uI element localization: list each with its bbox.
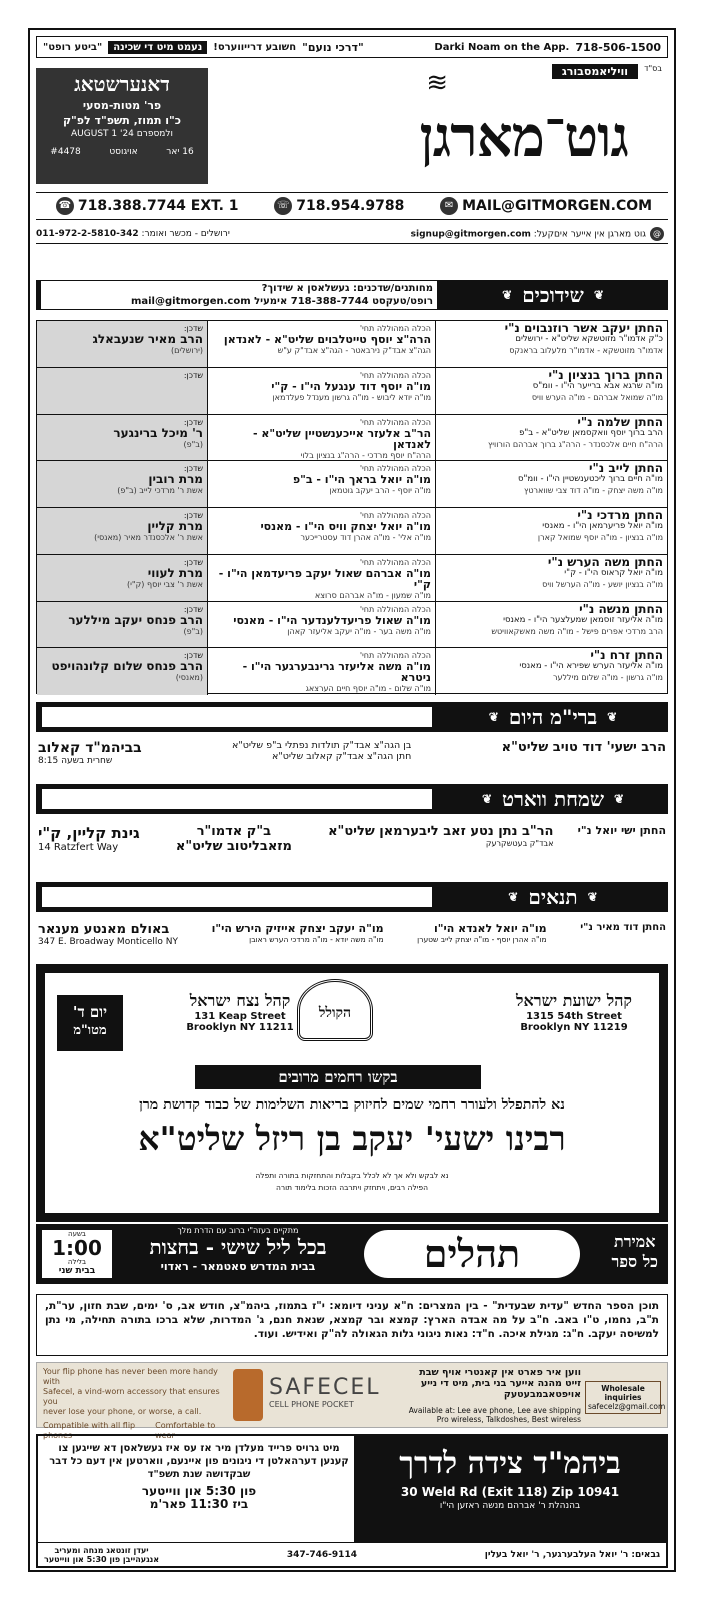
simcha-venue-group — [38, 824, 140, 853]
groom-cell — [435, 415, 667, 461]
email-group — [436, 197, 652, 215]
safecel-yiddish — [351, 1367, 581, 1424]
ornament-icon: ❦ — [587, 890, 598, 904]
wholesale-email[interactable]: safecelz@gmail.com — [588, 1402, 666, 1411]
shidduch-row — [37, 602, 667, 649]
tanaim-father-sub: מו"ה אהרן יוסף - מו"ה יצחק לייב שטערן — [417, 935, 547, 944]
prayer-banner: בקשו רחמים מרובים — [195, 1065, 481, 1089]
israel-phone[interactable]: 011-972-2-5810-342 — [36, 228, 139, 239]
time-top: בשעה — [68, 1230, 86, 1238]
brim-venue-group — [38, 740, 142, 766]
ornament-icon: ❦ — [481, 792, 492, 806]
phone2[interactable]: 718.954.9788 — [296, 198, 405, 214]
tehillim-main: בכל ליל שישי - בחצות — [149, 1235, 327, 1259]
phone1-group — [52, 197, 239, 215]
left-shul-name: קהל נצח ישראל — [189, 991, 291, 1010]
tanaim-venue: באולם מאנטע מענאר — [38, 922, 170, 937]
groom-father: מו"ה אליעזר זוסמאן שמעלצער הי"ו - מאנסי — [503, 614, 663, 625]
groom-name: החתן משה הערש נ"י — [547, 554, 663, 569]
groom-father: מו"ה חיים ברוך ליכטענשטיין הי"ו - וומ"ס — [517, 474, 663, 485]
shidduchim-info-box — [40, 280, 438, 310]
safecel-avail2: Pro wireless, Talkdoshes, Best wireless — [436, 1415, 581, 1424]
phone1[interactable]: 718.388.7744 EXT. 1 — [77, 198, 239, 214]
shidduch-row — [37, 368, 667, 415]
simcha-father: הר"ב נתן נטע זאב ליבערמאן שליט"א — [328, 824, 554, 839]
beis-medrash-title-box — [354, 1436, 666, 1542]
prayer-fine2: הפילה רבים, ויתחזק ויתרבה הזכות בלימוד תורה — [276, 1183, 428, 1192]
shidduch-row — [37, 461, 667, 508]
tehillim-sub: בבית המדרש סאטמאר - ראדוי — [160, 1260, 316, 1273]
kollel-ad-inner — [45, 973, 659, 1213]
shadchan-cell — [37, 648, 207, 695]
groom-father: מו"ה אליעזר הערש שפירא הי"ו - מאנסי — [519, 661, 663, 672]
signup-icon: @ — [650, 227, 664, 241]
simcha-header — [36, 784, 668, 814]
bride-label: הכלה המהוללה תחי' — [359, 511, 431, 520]
tanaim-inlaw-sub: מו"ה משה יודא - מו"ה מרדכי הערש ראובן — [249, 935, 384, 944]
weekday: דאנערשטאג — [74, 72, 170, 96]
shadchan-cell — [37, 602, 207, 648]
masthead — [36, 64, 668, 188]
shidduchim-title: שידוכים — [522, 282, 584, 307]
beis-medrash-body: מיט גרויס פרייד מעלדן מיר אז עס איז געשלאסן דא שייגען צו קענען דערהאלטן די ניגונים פון איינעם, ווארטען אין דעם כל דבר שבקדושה שנת תשפ"ד — [49, 1443, 349, 1480]
shadchan-label: שדכן: — [183, 417, 203, 427]
tanaim-row — [36, 918, 668, 958]
brim-fill — [36, 702, 438, 732]
shadchan-label: שדכן: — [183, 324, 203, 333]
issue-row — [36, 147, 208, 157]
bride-grandparents: מו"ה שמעון - מו"ה אברהם סרוצא — [314, 590, 431, 600]
bride-father: מו"ה אברהם שאול יעקב פריעדמאן הי"ו - ק"י — [218, 566, 431, 591]
footer-mid-group — [44, 1546, 159, 1564]
groom-grandparents: אדמו"ר מזוטשקא - אדמו"ר מלעלוב בראנקס — [509, 346, 663, 355]
promo-left — [434, 41, 661, 54]
brim-time: שחרית בשעה 8:15 — [38, 756, 113, 766]
groom-grandparents: הרה"ח חיים אלכסנדר - הרה"ג ברוך אברהם הורוויץ — [487, 439, 663, 449]
brim-title-box — [438, 702, 668, 732]
right-shul-name: קהל ישועת ישראל — [516, 991, 632, 1010]
promo-boxed: נעמט מיט די שכינה — [108, 41, 207, 54]
kollel-logo-text: הקולל — [318, 1005, 352, 1021]
book-note: תוכן הספר החדש "עדית שבעדית" - בין המצרים: ח"א עניני דיומא: י"ז בתמוז, ביהמ"צ, חודש אב, ס' ימים, שבת חזון, ער"ת, ת"ב, נחמו, ט"ו באב. ח"ב על מה אבדה הארץ: קמצא ובר קמצא, שנאת חנם, ג' המדרות, שלא ברכו בתורה תחילה, מי נתן למשיסה יעקב. ח"ג: מגילת איכה. ח"ד: נאות ניגוני גלות הגאולה לה"ק ואידיש. ועוד. — [36, 1294, 668, 1356]
safecel-yid2: זייט מהנה אייער בני בית, מיט די נייע אויפטאבמבעטעק — [420, 1378, 581, 1400]
shidduch-row — [37, 555, 667, 602]
brim-header — [36, 702, 668, 732]
simcha-fill — [36, 784, 438, 814]
ornament-icon: ❦ — [607, 710, 618, 724]
left-shul-addr1: 131 Keap Street — [194, 1011, 286, 1022]
tanaim-title-box — [438, 882, 668, 912]
edition-tag: וויליאמסבורג — [552, 64, 638, 79]
promo-app-text: Darki Noam on the App. — [434, 41, 570, 53]
prayer-line1: נא להתפלל ולעורר רחמי שמים לחיזוק בריאות השלימות של כבוד קדושת מרן — [139, 1097, 565, 1113]
info-email[interactable]: mail@gitmorgen.com — [130, 296, 251, 307]
english-date: AUGUST 1 '24 ולמספרם — [71, 129, 173, 139]
bride-grandparents: מו"ה יודא ליבוש - מו"ה גרשון מענדל פעלדמאן — [272, 392, 431, 402]
promo-right — [43, 41, 364, 54]
simcha-venue: גינת קליין, ק"י — [38, 824, 140, 842]
groom-name: החתן שלמה נ"י — [577, 414, 663, 429]
paper-title: גוט־מארגן — [419, 104, 628, 170]
tehillim-pre: מתקיים בעזה"י ברוב עם הדרת מלך — [177, 1226, 299, 1235]
right-shul — [499, 991, 649, 1033]
tanaim-address: 347 E. Broadway Monticello NY — [38, 937, 179, 947]
groom-grandparents: מו"ה משה יצחק - מו"ה דוד צבי שווארטץ — [524, 486, 663, 496]
shadchan-cell — [37, 321, 207, 367]
groom-father: מו"ה יואל קראוס הי"ו - ק"י — [564, 567, 663, 578]
promo-bar — [36, 36, 668, 58]
tehillim-time: 1:00 — [52, 1236, 102, 1260]
tehillim-right1: אמירת — [613, 1232, 656, 1251]
shadchan-cell — [37, 461, 207, 507]
bride-label: הכלה המהוללה תחי' — [359, 604, 431, 614]
promo-right-label: "דרכי נועם" — [302, 40, 364, 54]
groom-cell — [435, 648, 667, 695]
safecel-feat1: Compatible with all flip phones — [43, 1421, 136, 1440]
shadchan-name: הרב מאיר שנעבאלג — [92, 332, 203, 346]
shadchan-label: שדכן: — [183, 557, 203, 567]
tehillim-time-box — [42, 1230, 112, 1278]
right-shul-addr1: 1315 54th Street — [526, 1011, 622, 1022]
shadchan-label: שדכן: — [183, 604, 203, 614]
shadchan-cell — [37, 555, 207, 601]
shidduch-row — [37, 321, 667, 368]
shadchan-label: שדכן: — [183, 464, 203, 474]
safecel-yid1: ווען איר פארט אין קאנטרי אויף שבת — [419, 1367, 581, 1378]
bride-father: מו"ה יואל יצחק וויס הי"ו - מאנסי — [260, 520, 431, 533]
newspaper-page — [28, 28, 676, 1572]
tehillim-right-label — [611, 1232, 658, 1272]
mail-icon: ✉ — [440, 197, 458, 215]
tehillim-bar — [36, 1224, 668, 1284]
shadchan-location: (מאנסי) — [175, 673, 203, 683]
israel-group — [36, 229, 230, 239]
tanaim-fill — [36, 882, 438, 912]
groom-father: מו"ה שרגא אבא ברייער הי"ו - וומ"ס — [532, 380, 663, 391]
safecel-feat2: Comfortable to wear — [155, 1421, 216, 1440]
safecel-brand: SAFECEL — [269, 1375, 381, 1400]
ornament-icon: ❦ — [488, 710, 499, 724]
bride-label: הכלה המהוללה תחי' — [359, 651, 431, 661]
wholesale-box — [585, 1381, 666, 1414]
masthead-tag: בס"ד — [644, 64, 662, 73]
signup-label: גוט מארגן אין אייער איםקעל: — [533, 229, 646, 239]
bride-grandparents: מו"ה אלי' - מו"ה אהרן דוד עסטרייכער — [300, 533, 431, 542]
signup-email[interactable]: signup@gitmorgen.com — [410, 229, 531, 239]
groom-name: החתן זרח נ"י — [590, 648, 663, 663]
day-label1: יום ד' — [72, 1003, 108, 1021]
ornament-icon: ❦ — [508, 890, 519, 904]
time-sub: בבית שני — [58, 1266, 96, 1276]
brim-parents — [232, 740, 411, 762]
shidduchim-table — [36, 320, 668, 694]
brim-father: בן הגה"צ אבד"ק תולדות נפתלי ב"פ שליט"א — [231, 740, 412, 751]
subcontact-bar — [36, 224, 668, 244]
beis-medrash-sub: בהנהלת ר' אברהם מנשה ראזען הי"ו — [439, 1501, 581, 1511]
brim-inlaw: חתן הגה"צ אבד"ק קאלוב שליט"א — [272, 751, 412, 762]
left-shul — [165, 991, 315, 1033]
bride-father: מו"ה שאול פריעדלענדער הי"ו - מאנסי — [233, 613, 431, 627]
simcha-inlaw: ב"ק אדמו"ר מזאבליטוב שליט"א — [175, 824, 292, 854]
bride-father: מו"ה יוסף דוד ענגעל הי"ו - ק"י — [271, 379, 431, 393]
simcha-title-box — [438, 784, 668, 814]
shadchan-cell — [37, 368, 207, 414]
bride-father: מו"ה יואל בראך הי"ו - ב"פ — [292, 473, 431, 487]
parsha: פר' מטות-מסעי — [82, 99, 162, 112]
groom-cell — [435, 508, 667, 554]
brim-venue: בביהמ"ד קאלוב — [38, 740, 142, 756]
info-line2: רופט/טעקסט 718-388-7744 אימעיל — [254, 296, 433, 307]
bride-cell — [207, 321, 435, 367]
groom-name: החתן יעקב אשר רוזנבוים נ"י — [504, 321, 663, 335]
wholesale-label: Wholesale inquiries — [601, 1384, 645, 1402]
simcha-father-group — [328, 824, 553, 848]
phone2-group — [270, 197, 404, 215]
bride-cell — [207, 461, 435, 507]
shidduch-row — [37, 648, 667, 695]
shadchan-location: (ב"פ) — [183, 439, 203, 449]
bride-cell — [207, 368, 435, 414]
tanaim-venue-group — [38, 922, 178, 947]
safecel-english — [43, 1367, 223, 1441]
groom-name: החתן מנשה נ"י — [579, 601, 663, 616]
groom-cell — [435, 368, 667, 414]
bride-label: הכלה המהוללה תחי' — [359, 370, 431, 380]
shadchan-label: שדכן: — [183, 511, 203, 520]
tanaim-inlaw-group — [212, 922, 384, 944]
groom-name: החתן ברוך בנציון נ"י — [548, 367, 663, 382]
bride-father: הר"ב אלעזר אייכענשטיין שליט"א - לאנדאן — [252, 426, 431, 451]
contact-bar — [36, 192, 668, 220]
shadchan-location: אשת ר' צבי יוסף (ק"י) — [127, 579, 203, 589]
simcha-groom: החתן ישי יואל נ"י — [577, 824, 666, 837]
info-line1: מחותנים/שדכנים: געשלאסן א שידוך? — [261, 283, 433, 294]
beis-medrash-text — [44, 1442, 354, 1511]
bride-label: הכלה המהוללה תחי' — [359, 464, 431, 474]
groom-grandparents: מו"ה בנציון - מו"ה יוסף שמואל קארן — [537, 533, 663, 542]
tehillim-main-group — [120, 1226, 356, 1273]
groom-grandparents: מו"ה שמואל אברהם - מו"ה הערש וויס — [531, 392, 663, 402]
safecel-en1: Your flip phone has never been more handy with — [43, 1367, 218, 1386]
groom-cell — [435, 461, 667, 507]
simcha-row — [36, 820, 668, 872]
tanaim-inlaw: מו"ה יעקב יצחק אייזיק הירש הי"ו — [211, 922, 384, 935]
beis-medrash-address: 30 Weld Rd (Exit 118) Zip 10941 — [400, 1485, 620, 1499]
shidduchim-header — [36, 280, 668, 310]
groom-grandparents: הרב מרדכי אפרים פישל - מו"ה משה מאשקאוויטש — [491, 626, 663, 636]
promo-phone[interactable]: 718-506-1500 — [575, 40, 661, 54]
ornament-icon: ❦ — [593, 288, 604, 302]
safecel-avail: Available at: Lee ave phone, Lee ave shipping — [408, 1406, 581, 1415]
hebrew-date: כ"ו תמוז, תשפ"ד לפ"ק — [62, 114, 182, 127]
israel-label: ירושלים - מכשר ואומר: — [141, 228, 230, 239]
bride-grandparents: מו"ה משה בער - מו"ה יעקב אליעזר קאהן — [287, 626, 431, 636]
shadchan-label: שדכן: — [183, 651, 203, 661]
brim-row — [36, 736, 668, 776]
shadchan-location: (ב"פ) — [183, 626, 203, 636]
promo-mid: חשובע דרייווערס! — [213, 41, 297, 53]
right-shul-addr2: Brooklyn NY 11219 — [520, 1022, 628, 1033]
bride-grandparents: הרה"ח יוסף מרדכי - הרה"ג בנציון בלוי — [300, 450, 431, 460]
beis-medrash-time1: פון 5:30 און ווייטער — [141, 1484, 257, 1498]
bride-cell — [207, 602, 435, 648]
bride-father: הרה"צ יוסף טייטלבוים שליט"א - לאנדאן — [223, 333, 431, 346]
issue-number: #4478 — [50, 147, 81, 157]
groom-grandparents: מו"ה גרשון - מו"ה שלום מיללער — [552, 673, 663, 683]
bride-cell — [207, 648, 435, 695]
promo-code: "ביטע רופט" — [43, 41, 103, 53]
kollel-ad — [36, 964, 668, 1222]
simcha-title: שמחת ווארט — [502, 786, 604, 811]
shadchan-location: אשת ר' מרדכי לייב (ב"פ) — [117, 486, 203, 496]
tehillim-oval: תהלים — [364, 1230, 580, 1278]
ornament-icon: ❦ — [502, 288, 513, 302]
tanaim-groom: החתן דוד מאיר נ"י — [580, 922, 666, 933]
bride-cell — [207, 415, 435, 461]
safecel-en3: never lose your phone, or worse, a call. — [43, 1407, 202, 1416]
shadchan-label: שדכן: — [183, 370, 203, 380]
beis-medrash-footer — [38, 1542, 666, 1566]
shadchan-name: מרת לעווי — [147, 565, 203, 580]
groom-cell — [435, 555, 667, 601]
prayer-fine1: נא לבקש ולא אך לא לכלל בקבלות והתחזקות בתורה ותפלה — [255, 1171, 449, 1180]
safecel-en2: Safecel, a vind-worn accessory that ensures you — [43, 1387, 220, 1406]
bride-cell — [207, 555, 435, 601]
flame-icon: ≋ — [426, 68, 448, 98]
tanaim-father: מו"ה יואל לאנדא הי"ו — [433, 922, 547, 935]
shidduchim-title-box — [438, 280, 668, 310]
shadchan-cell — [37, 508, 207, 554]
groom-name: החתן מרדכי נ"י — [577, 508, 663, 522]
simcha-father-sub: אבד"ק בעטשקרעק — [485, 839, 554, 848]
email[interactable]: MAIL@GITMORGEN.COM — [462, 198, 653, 214]
bride-father: מו"ה משה אליעזר גרינבערגער הי"ו - ניטרא — [242, 660, 431, 685]
bride-grandparents: הגה"צ אבד"ק נירבאטר - הגה"צ אבד"ק ע"ש — [277, 346, 431, 355]
phone-pocket-image — [233, 1369, 263, 1421]
shadchan-location: (ירושלים) — [170, 346, 203, 355]
beis-medrash-ad — [36, 1434, 668, 1568]
month-right: 16 יאר — [166, 147, 194, 157]
fax-icon: ☏ — [274, 197, 292, 215]
shidduchim-info-fill — [36, 280, 438, 310]
groom-cell — [435, 602, 667, 648]
ornament-icon: ❦ — [614, 792, 625, 806]
day-label2: מטו"מ — [73, 1023, 107, 1038]
bride-label: הכלה המהוללה תחי' — [359, 417, 431, 427]
tanaim-father-group — [417, 922, 546, 944]
date-box — [36, 68, 208, 184]
left-shul-addr2: Brooklyn NY 11211 — [186, 1022, 294, 1033]
groom-father: כ"ק אדמו"ר מזוטשקא שליט"א - ירושלים — [515, 334, 663, 344]
brim-name: הרב ישעי' דוד טויב שליט"א — [501, 740, 666, 755]
bride-grandparents: מו"ה יוסף - הרב יעקב גוטמאן — [329, 486, 431, 496]
bride-label: הכלה המהוללה תחי' — [359, 324, 431, 333]
day-box — [57, 995, 123, 1051]
shadchan-location: אשת ר' אלכסנדר מאיר (מאנסי) — [94, 533, 203, 542]
beis-medrash-title: ביהמ"ד צידה לדרך — [399, 1446, 621, 1481]
beis-medrash-phone[interactable]: 347-746-9114 — [286, 1549, 357, 1560]
groom-father: מו"ה יואל פריערמאן הי"ו - מאנסי — [542, 521, 663, 531]
shadchan-name: הרב פנחס שלום קלונהויפט — [51, 659, 203, 674]
groom-cell — [435, 321, 667, 367]
shidduch-row — [37, 508, 667, 555]
tanaim-title: תנאים — [528, 884, 578, 909]
phone-icon: ☎ — [56, 197, 74, 215]
footer-mid2: אנגעהייבן פון 5:30 און ווייטער — [44, 1554, 160, 1564]
tanaim-header — [36, 882, 668, 912]
shidduch-row — [37, 415, 667, 462]
shadchan-cell — [37, 415, 207, 461]
beis-medrash-time2: ביז 11:30 פאר'מ — [149, 1497, 249, 1511]
signup-group — [411, 227, 668, 241]
shadchan-name: הרב פנחס יעקב מיללער — [68, 612, 203, 627]
prayer-line2: רבינו ישעי' יעקב בן ריזל שליט"א — [138, 1119, 566, 1158]
bride-grandparents: מו"ה שלום - מו"ה יוסף חיים הערצאג — [305, 684, 431, 694]
month-left: אויגוסט — [109, 147, 138, 157]
safecel-ad — [36, 1362, 668, 1440]
shadchan-name: ר' מיכל ברינגער — [113, 425, 203, 440]
time-mid: בלילה — [67, 1258, 87, 1266]
gabbaim: גבאים: ר' יואל העלבערגער, ר' יואל בעלין — [484, 1549, 660, 1560]
shadchan-name: מרת רובין — [148, 472, 203, 487]
groom-name: החתן לייב נ"י — [588, 461, 663, 476]
groom-father: הרב ברוך יוסף וואקסמאן שליט"א - ב"פ — [519, 427, 663, 438]
safecel-brand-sub: CELL PHONE POCKET — [269, 1400, 354, 1409]
groom-grandparents: מו"ה בנציון יושע - מו"ה הערשל וויס — [542, 579, 663, 589]
shadchan-name: מרת קליין — [147, 519, 203, 533]
simcha-address: 14 Ratzfert Way — [38, 842, 119, 853]
bride-cell — [207, 508, 435, 554]
tehillim-right2: כל ספר — [611, 1252, 658, 1271]
bride-label: הכלה המהוללה תחי' — [359, 557, 431, 567]
footer-mid: יעדן זונטאג מנחה ומעריב — [54, 1545, 149, 1555]
brim-title: ברי"מ היום — [508, 704, 598, 729]
